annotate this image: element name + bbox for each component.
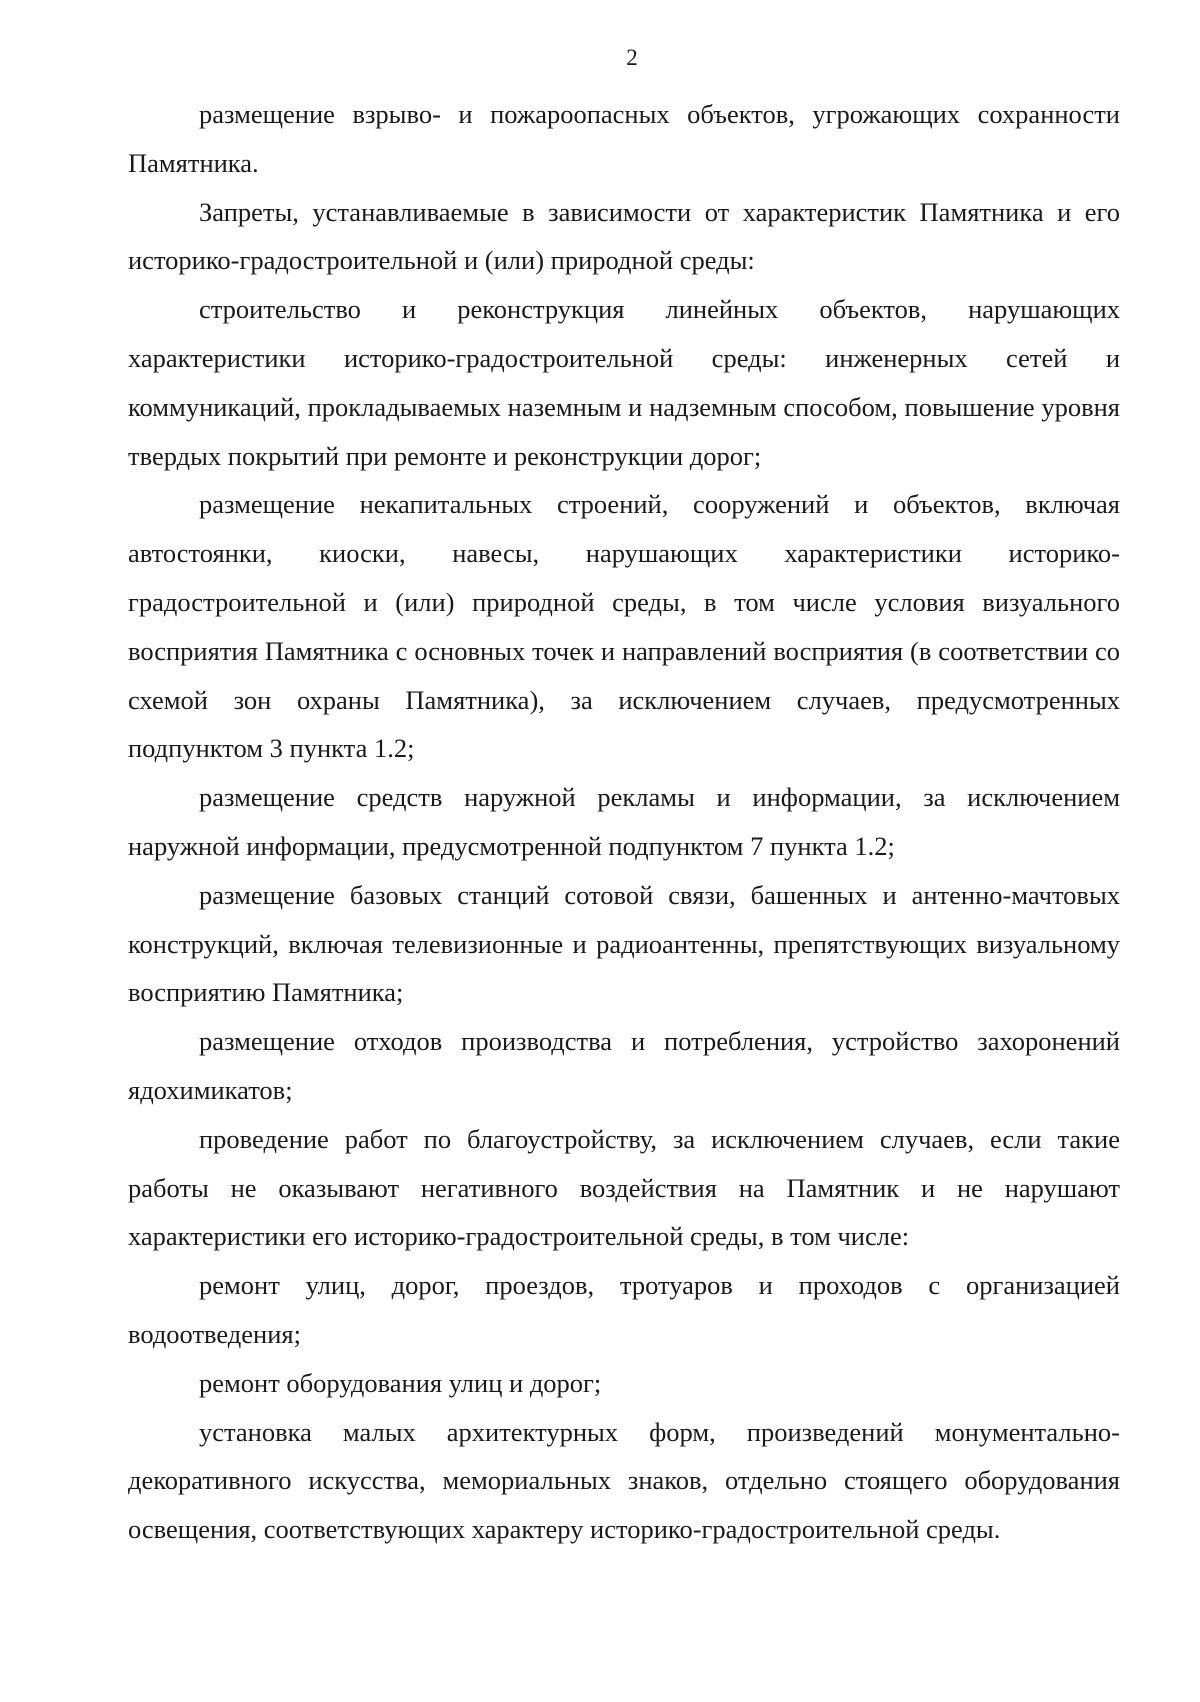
paragraph: проведение работ по благоустройству, за исключением случаев, если такие работы не оказывают негативного воздействия на Памятник и не нарушают характеристики его историко-градостроительной среды, в том числе: xyxy=(128,1123,1120,1252)
paragraph: размещение взрыво- и пожароопасных объектов, угрожающих сохранности Памятника. xyxy=(128,99,1120,178)
paragraph: строительство и реконструкция линейных объектов, нарушающих характеристики историко-градостроительной среды: инженерных сетей и коммуникаций, прокладываемых наземным и надземным способом, повышение уровня твердых покрытий при ремонте и реконструкции дорог; xyxy=(128,294,1120,471)
paragraph: размещение средств наружной рекламы и информации, за исключением наружной информации, предусмотренной подпунктом 7 пункта 1.2; xyxy=(128,782,1120,861)
document-body xyxy=(128,90,1120,1554)
paragraph: размещение отходов производства и потребления, устройство захоронений ядохимикатов; xyxy=(128,1026,1120,1105)
paragraph: размещение базовых станций сотовой связи, башенных и антенно-мачтовых конструкций, включая телевизионные и радиоантенны, препятствующих визуальному восприятию Памятника; xyxy=(128,879,1120,1008)
paragraph: ремонт оборудования улиц и дорог; xyxy=(199,1367,602,1398)
paragraph: Запреты, устанавливаемые в зависимости от характеристик Памятника и его историко-градостроительной и (или) природной среды: xyxy=(128,196,1120,276)
paragraph: размещение некапитальных строений, сооружений и объектов, включая автостоянки, киоски, навесы, нарушающих характеристики историко-градостроительной и (или) природной среды, в том числе условия визуального восприятия Памятника с основных точек и направлений восприятия (в соответствии со схемой зон охраны Памятника), за исключением случаев, предусмотренных подпунктом 3 пункта 1.2; xyxy=(128,489,1120,764)
paragraph: ремонт улиц, дорог, проездов, тротуаров и проходов с организацией водоотведения; xyxy=(128,1270,1120,1349)
page-number: 2 xyxy=(626,45,638,70)
paragraph: установка малых архитектурных форм, произведений монументально-декоративного искусства, мемориальных знаков, отдельно стоящего оборудования освещения, соответствующих характеру историко-градостроительной среды. xyxy=(128,1416,1120,1545)
